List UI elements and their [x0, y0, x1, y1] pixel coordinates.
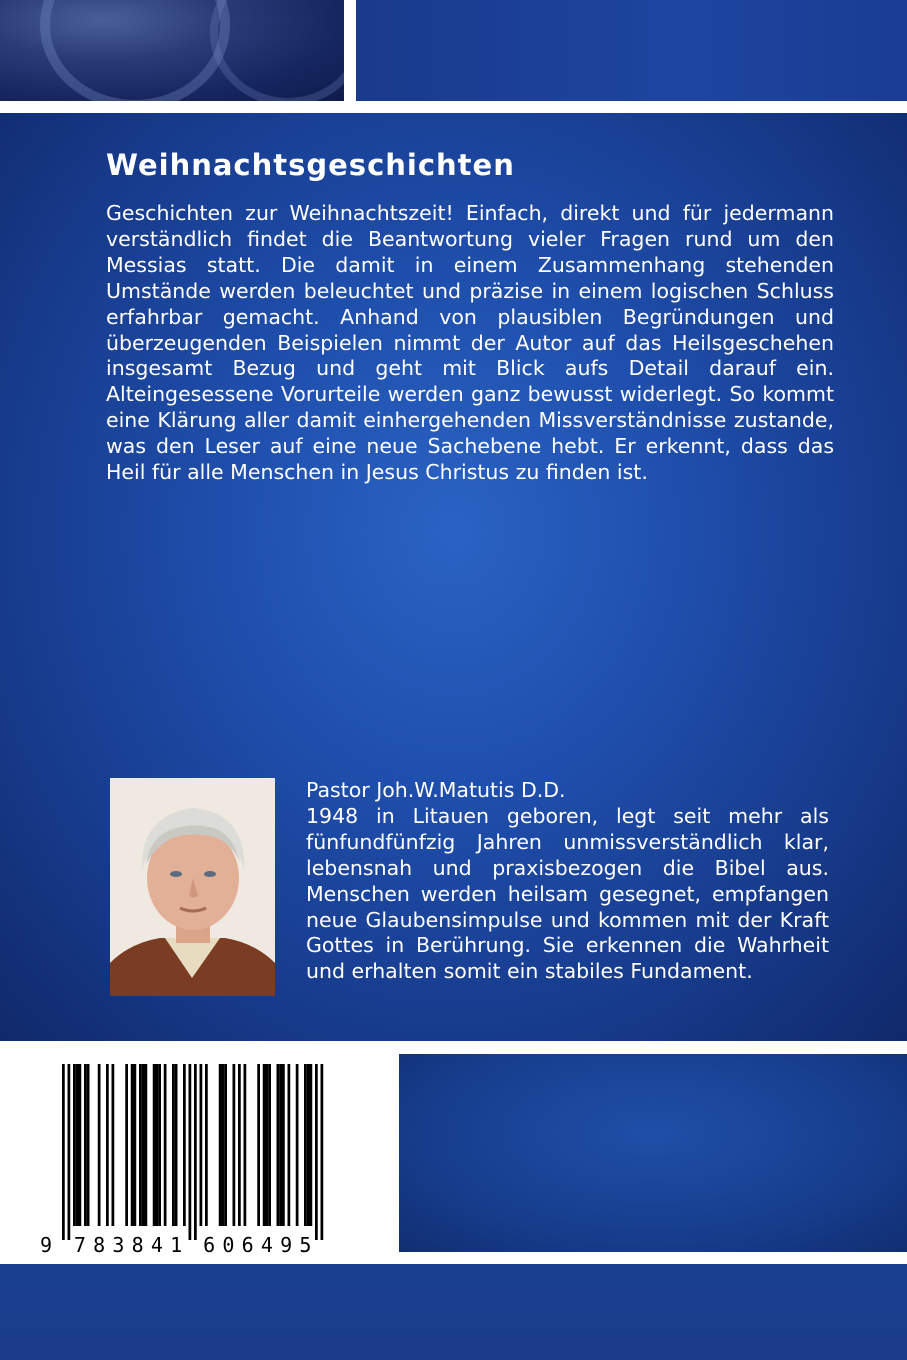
barcode-digit: 6: [241, 1233, 254, 1254]
barcode-digit: 6: [203, 1233, 216, 1254]
barcode-bar: [307, 1064, 310, 1226]
barcode-bar: [244, 1064, 247, 1226]
arch-shape: [40, 0, 230, 101]
barcode-bar: [266, 1064, 269, 1226]
barcode-digit: 1: [170, 1233, 183, 1254]
barcode-bar: [164, 1064, 167, 1226]
barcode-bar: [175, 1064, 178, 1226]
barcode-bar: [219, 1064, 222, 1226]
barcode-digit: 8: [131, 1233, 144, 1254]
barcode-bar: [233, 1064, 236, 1226]
barcode-bar: [183, 1064, 186, 1226]
barcode-bar: [76, 1064, 79, 1226]
barcode-bar: [73, 1064, 76, 1226]
barcode-bar: [156, 1064, 159, 1226]
barcode-digit: 8: [93, 1233, 106, 1254]
barcode-bar: [194, 1064, 197, 1240]
barcode-digit: 4: [260, 1233, 273, 1254]
cover-photo-strip: [0, 0, 344, 101]
barcode-bar: [296, 1064, 299, 1226]
barcode-bar: [238, 1064, 241, 1226]
barcode-bar: [106, 1064, 109, 1226]
barcode-bar: [189, 1064, 192, 1240]
barcode-bar: [172, 1064, 175, 1226]
barcode-bar: [315, 1064, 318, 1240]
barcode-bar: [87, 1064, 90, 1226]
barcode-bar: [310, 1064, 313, 1226]
barcode-bar: [263, 1064, 266, 1226]
barcode-bar: [277, 1064, 280, 1226]
barcode-bar: [84, 1064, 87, 1226]
barcode-digit: 7: [73, 1233, 86, 1254]
barcode-digit: 3: [112, 1233, 125, 1254]
barcode-bar: [125, 1064, 128, 1226]
book-title: Weihnachtsgeschichten: [106, 148, 515, 182]
bottom-strip: [0, 1264, 907, 1360]
author-portrait-image: [110, 778, 275, 996]
barcode-bar: [153, 1064, 156, 1226]
barcode-digit: 9: [280, 1233, 293, 1254]
author-bio: 1948 in Litauen geboren, legt seit mehr als fünfundfünfzig Jahren unmissverständlich klar, lebensnah und praxisbezogen die Bibel aus. Menschen werden heilsam gesegnet, empfangen neue Glaubensimpulse und kommen mit der Kraft Gottes in Berührung. Sie erkennen die Wahrheit und erhalten somit ein stabiles Fundament.: [306, 803, 829, 984]
barcode-bar: [304, 1064, 307, 1226]
barcode-bar: [222, 1064, 225, 1226]
author-bio-block: [306, 778, 829, 985]
barcode-bar: [288, 1064, 291, 1226]
barcode-bar: [131, 1064, 134, 1226]
barcode-digit: 9: [40, 1233, 53, 1254]
barcode-bar: [145, 1064, 148, 1226]
barcode-bar: [139, 1064, 142, 1226]
barcode-bar: [158, 1064, 161, 1226]
barcode-bar: [268, 1064, 271, 1226]
barcode-bar: [205, 1064, 208, 1226]
barcode-bar: [142, 1064, 145, 1226]
author-photo: [110, 778, 275, 996]
barcode-bar: [68, 1064, 71, 1240]
top-blue-band: [356, 0, 907, 101]
barcode-bar: [112, 1064, 115, 1226]
barcode-bar: [257, 1064, 260, 1226]
barcode-digit: 4: [150, 1233, 163, 1254]
isbn-barcode: [40, 1064, 356, 1254]
barcode-bar: [279, 1064, 282, 1226]
author-name: Pastor Joh.W.Matutis D.D.: [306, 778, 566, 802]
barcode-bar: [224, 1064, 227, 1226]
barcode-bar: [62, 1064, 65, 1240]
barcode-digit: 0: [222, 1233, 235, 1254]
barcode-digit: 5: [299, 1233, 312, 1254]
barcode-bar: [79, 1064, 82, 1226]
barcode-bar: [200, 1064, 203, 1226]
barcode-bar: [134, 1064, 137, 1226]
book-blurb: Geschichten zur Weihnachtszeit! Einfach, direkt und für jedermann verständlich findet die Beantwortung vieler Fragen rund um den Messias statt. Die damit in einem Zusammenhang stehenden Umstände werden beleuchtet und präzise in einem logischen Schluss erfahrbar gemacht. Anhand von plausiblen Begründungen und überzeugenden Beispielen nimmt der Autor auf das Heilsgeschehen insgesamt Bezug und geht mit Blick aufs Detail darauf ein. Alteingesessene Vorurteile werden ganz bewusst widerlegt. So kommt eine Klärung aller damit einhergehenden Missverständnisse zustande, was den Leser auf eine neue Sachebene hebt. Er erkennt, dass das Heil für alle Menschen in Jesus Christus zu finden ist.: [106, 201, 834, 485]
barcode-bar: [282, 1064, 285, 1226]
barcode-bar: [321, 1064, 324, 1240]
arch-shape: [210, 0, 344, 101]
barcode: [0, 1054, 388, 1258]
bottom-blue-band: [399, 1054, 907, 1252]
barcode-bar: [98, 1064, 101, 1226]
